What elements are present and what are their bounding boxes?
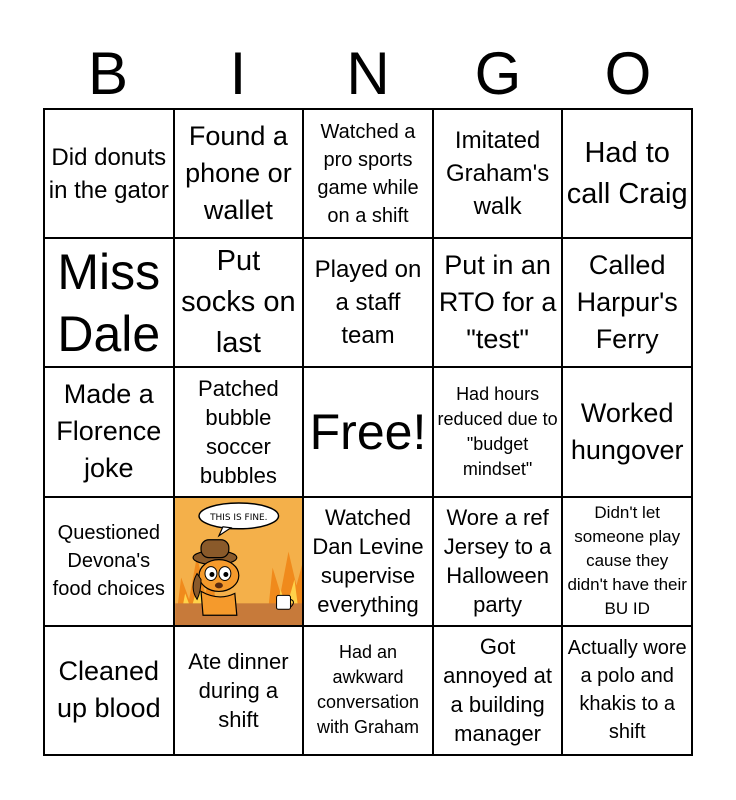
bingo-cell[interactable] <box>562 497 692 626</box>
bingo-cell[interactable] <box>174 238 304 367</box>
bingo-cell[interactable] <box>174 109 304 238</box>
cell-text: Found a phone or wallet <box>185 121 292 226</box>
cell-text: Patched bubble soccer bubbles <box>198 375 279 488</box>
cell-text: Actually wore a polo and khakis to a shift <box>567 637 687 744</box>
cell-text: Put socks on last <box>181 245 296 360</box>
cell-text: Ate dinner during a shift <box>188 648 289 732</box>
meme-illustration <box>175 498 303 625</box>
cell-text: Miss Dale <box>57 243 161 362</box>
cell-text: Worked hungover <box>570 397 684 465</box>
bingo-card <box>43 108 693 756</box>
cell-text: Had an awkward conversation with Graham <box>316 642 420 738</box>
cell-text: Imitated Graham's walk <box>445 127 550 221</box>
bingo-cell-free[interactable] <box>303 367 433 496</box>
cell-text: Watched Dan Levine supervise everything <box>312 505 424 618</box>
cell-text: Wore a ref Jersey to a Halloween party <box>443 505 552 618</box>
bingo-cell[interactable] <box>44 238 174 367</box>
bingo-cell[interactable] <box>562 109 692 238</box>
bingo-cell[interactable] <box>562 626 692 755</box>
bingo-cell[interactable] <box>303 238 433 367</box>
bingo-cell[interactable] <box>562 367 692 496</box>
bingo-cell[interactable] <box>303 497 433 626</box>
cell-text: Called Harpur's Ferry <box>576 250 678 355</box>
cell-text: Played on a staff team <box>314 256 422 350</box>
bingo-cell[interactable] <box>433 497 563 626</box>
bingo-cell[interactable] <box>44 109 174 238</box>
bingo-cell[interactable] <box>44 367 174 496</box>
cell-text: Didn't let someone play cause they didn't have their BU ID <box>567 503 687 619</box>
bingo-cell[interactable] <box>433 367 563 496</box>
bingo-cell[interactable] <box>433 626 563 755</box>
cell-text: Had hours reduced due to "budget mindset" <box>437 383 558 479</box>
bingo-cell[interactable] <box>433 238 563 367</box>
cell-text: Watched a pro sports game while on a shift <box>317 120 419 227</box>
header-letter-b: B <box>87 40 129 107</box>
this-is-fine-meme-image[interactable] <box>174 497 304 626</box>
bingo-cell[interactable] <box>174 626 304 755</box>
meme-caption: THIS IS FINE. <box>209 512 268 523</box>
bingo-cell[interactable] <box>303 109 433 238</box>
bingo-cell[interactable] <box>44 626 174 755</box>
bingo-cell[interactable] <box>44 497 174 626</box>
cell-text: Cleaned up blood <box>56 656 161 724</box>
cell-text: Made a Florence joke <box>56 379 162 484</box>
bingo-cell[interactable] <box>433 109 563 238</box>
header-letter-n: N <box>346 40 390 107</box>
bingo-cell[interactable] <box>303 626 433 755</box>
header-letter-i: I <box>229 40 247 107</box>
cell-text: Did donuts in the gator <box>48 143 169 204</box>
header-letter-g: G <box>474 40 522 107</box>
cell-text: Got annoyed at a building manager <box>443 634 553 747</box>
cell-text: Had to call Craig <box>566 136 688 210</box>
bingo-cell[interactable] <box>562 238 692 367</box>
bingo-header <box>43 38 693 110</box>
bingo-cell[interactable] <box>174 367 304 496</box>
header-letter-o: O <box>604 40 652 107</box>
free-space-label: Free! <box>309 403 427 460</box>
cell-text: Put in an RTO for a "test" <box>438 250 557 355</box>
cell-text: Questioned Devona's food choices <box>52 522 165 601</box>
